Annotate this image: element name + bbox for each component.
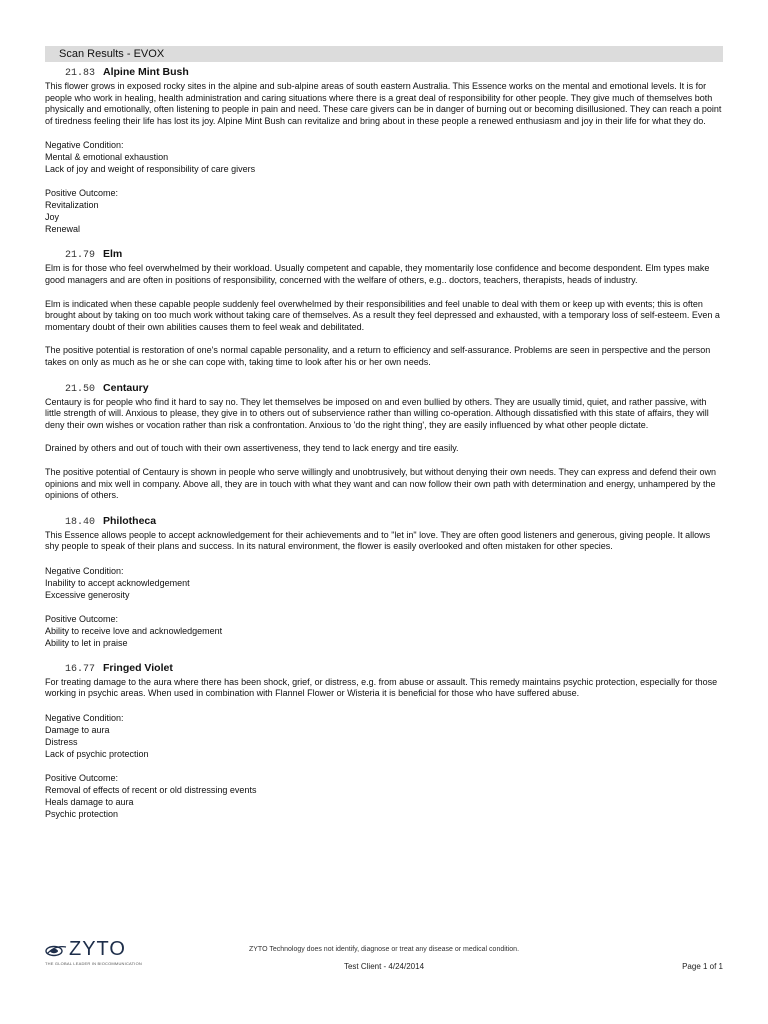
zyto-logo xyxy=(45,938,175,978)
negative-item: Mental & emotional exhaustion xyxy=(45,152,169,163)
entry-heading xyxy=(45,65,723,81)
entry-description: Elm is indicated when these capable people suddenly feel overwhelmed by their responsibilities and feel unable to deal with them or keep up with events; this is often brought about by taking on too much work without taking care of themselves. As a result they feel depressed and exhausted, with a temporary loss of self-esteem. Even a momentary doubt of their own abilities causes them to feel weak and debilitated. xyxy=(45,298,720,332)
positive-section xyxy=(45,613,723,649)
entry-description: Elm is for those who feel overwhelmed by their workload. Usually competent and capable, they momentarily lose confidence and become despondent. Elm types make good managers and are often in positions of responsibility, concerned with the welfare of others, e.g.. doctors, teachers, therapists, heads of industry. xyxy=(45,263,710,285)
negative-label: Negative Condition: xyxy=(45,565,124,576)
entry-score: 16.77 xyxy=(65,663,96,675)
footer xyxy=(45,938,723,978)
entry-description: For treating damage to the aura where there has been shock, grief, or distress, e.g. from abuse or assault. This remedy maintains psychic protection, especially for those working in psychic areas. When used in combination with Flannel Flower or Wisteria it is beneficial for those who have suffered abuse. xyxy=(45,676,718,699)
negative-item: Damage to aura xyxy=(45,725,110,736)
positive-section xyxy=(45,772,723,820)
entry-name: Philotheca xyxy=(103,514,157,527)
positive-label: Positive Outcome: xyxy=(45,613,119,624)
positive-section xyxy=(45,187,723,235)
entry-name: Elm xyxy=(103,248,123,261)
page-number: Page 1 of 1 xyxy=(682,962,723,971)
negative-section xyxy=(45,712,723,760)
result-entry xyxy=(45,247,723,368)
positive-item: Renewal xyxy=(45,224,81,235)
positive-item: Removal of effects of recent or old distressing events xyxy=(45,785,257,796)
entry-description: Centaury is for people who find it hard to say no. They let themselves be imposed on and even bullied by others. They are usually timid, quiet, and rather passive, with little strength of will. Anxious to please, they give in to others out of subservience rather than willing co-operation. Although dissatisfied with this state of affairs, they will deny their own wishes or vocation rather than risk a confrontation. Anxious to 'do the right thing', they are easily influenced by what other people dictate. xyxy=(45,396,709,430)
report-title: Scan Results - EVOX xyxy=(59,48,165,60)
positive-item: Ability to let in praise xyxy=(45,637,128,648)
entry-description: This flower grows in exposed rocky sites in the alpine and sub-alpine areas of south eastern Australia. This Essence works on the mental and emotional levels. It is for people who work in healing, health administration and caring situations where there is a great deal of responsibility for other people. They give much of themselves both physically and emotionally, often listening to people in pain and need. These care givers can be in danger of burning out or becoming disillusioned. They can reach a point of tiredness feeling their life has lost its joy. Alpine Mint Bush can revitalize and bring about in these people a renewed enthusiasm and joy in their life for what they do. xyxy=(45,81,722,126)
negative-section xyxy=(45,139,723,175)
results-list xyxy=(45,65,723,820)
entry-name: Centaury xyxy=(103,381,149,394)
entry-description: The positive potential of Centaury is shown in people who serve willingly and unobtrusively, but without denying their own needs. They can express and defend their own opinions and mix well in company. Above all, they are in touch with what they want and can now follow their own path with determination and energy, unhampered by the opinions of others. xyxy=(45,466,717,501)
report-page xyxy=(45,46,723,832)
disclaimer: ZYTO Technology does not identify, diagnose or treat any disease or medical condition. xyxy=(248,946,520,953)
positive-item: Ability to receive love and acknowledgement xyxy=(45,625,223,636)
positive-item: Heals damage to aura xyxy=(45,797,134,808)
logo-tagline: THE GLOBAL LEADER IN BIOCOMMUNICATION xyxy=(45,961,142,966)
entry-score: 21.50 xyxy=(65,383,96,395)
positive-label: Positive Outcome: xyxy=(45,773,119,784)
entry-heading xyxy=(45,514,723,530)
entry-score: 21.83 xyxy=(65,68,96,79)
entry-description: The positive potential is restoration of one's normal capable personality, and a return to efficiency and self-assurance. Problems are seen in perspective and the person takes on only as much as he or she can cope with, taking time to look after his or her own needs. xyxy=(45,345,711,367)
logo-text: ZYTO xyxy=(69,938,126,960)
positive-item: Revitalization xyxy=(45,200,99,211)
entry-heading xyxy=(45,661,723,677)
result-entry xyxy=(45,65,723,235)
negative-item: Inability to accept acknowledgement xyxy=(45,577,190,588)
negative-section xyxy=(45,565,723,601)
negative-label: Negative Condition: xyxy=(45,713,124,724)
negative-item: Excessive generosity xyxy=(45,589,130,600)
report-header xyxy=(45,46,723,62)
entry-description: This Essence allows people to accept acknowledgement for their achievements and to "let in" love. They are often good listeners and generous, giving people. It allows shy people to speak of their plans and success. In its natural environment, the flower is easily overlooked and often mistaken for other species. xyxy=(45,529,711,552)
negative-item: Lack of psychic protection xyxy=(45,749,149,760)
entry-heading xyxy=(45,381,723,397)
entry-description: Drained by others and out of touch with their own assertiveness, they tend to lack energy and tire easily. xyxy=(45,443,459,454)
client-info: Test Client - 4/24/2014 xyxy=(343,962,425,971)
entry-score: 21.79 xyxy=(65,250,96,262)
result-entry xyxy=(45,514,723,649)
negative-item: Lack of joy and weight of responsibility of care givers xyxy=(45,164,256,175)
result-entry xyxy=(45,661,723,820)
entry-heading xyxy=(45,247,723,263)
entry-score: 18.40 xyxy=(65,516,96,528)
negative-item: Distress xyxy=(45,737,78,748)
entry-name: Alpine Mint Bush xyxy=(103,66,189,78)
result-entry xyxy=(45,381,723,502)
positive-item: Psychic protection xyxy=(45,809,119,820)
positive-label: Positive Outcome: xyxy=(45,188,119,199)
negative-label: Negative Condition: xyxy=(45,140,124,151)
entry-name: Fringed Violet xyxy=(103,661,173,674)
positive-item: Joy xyxy=(45,212,60,223)
